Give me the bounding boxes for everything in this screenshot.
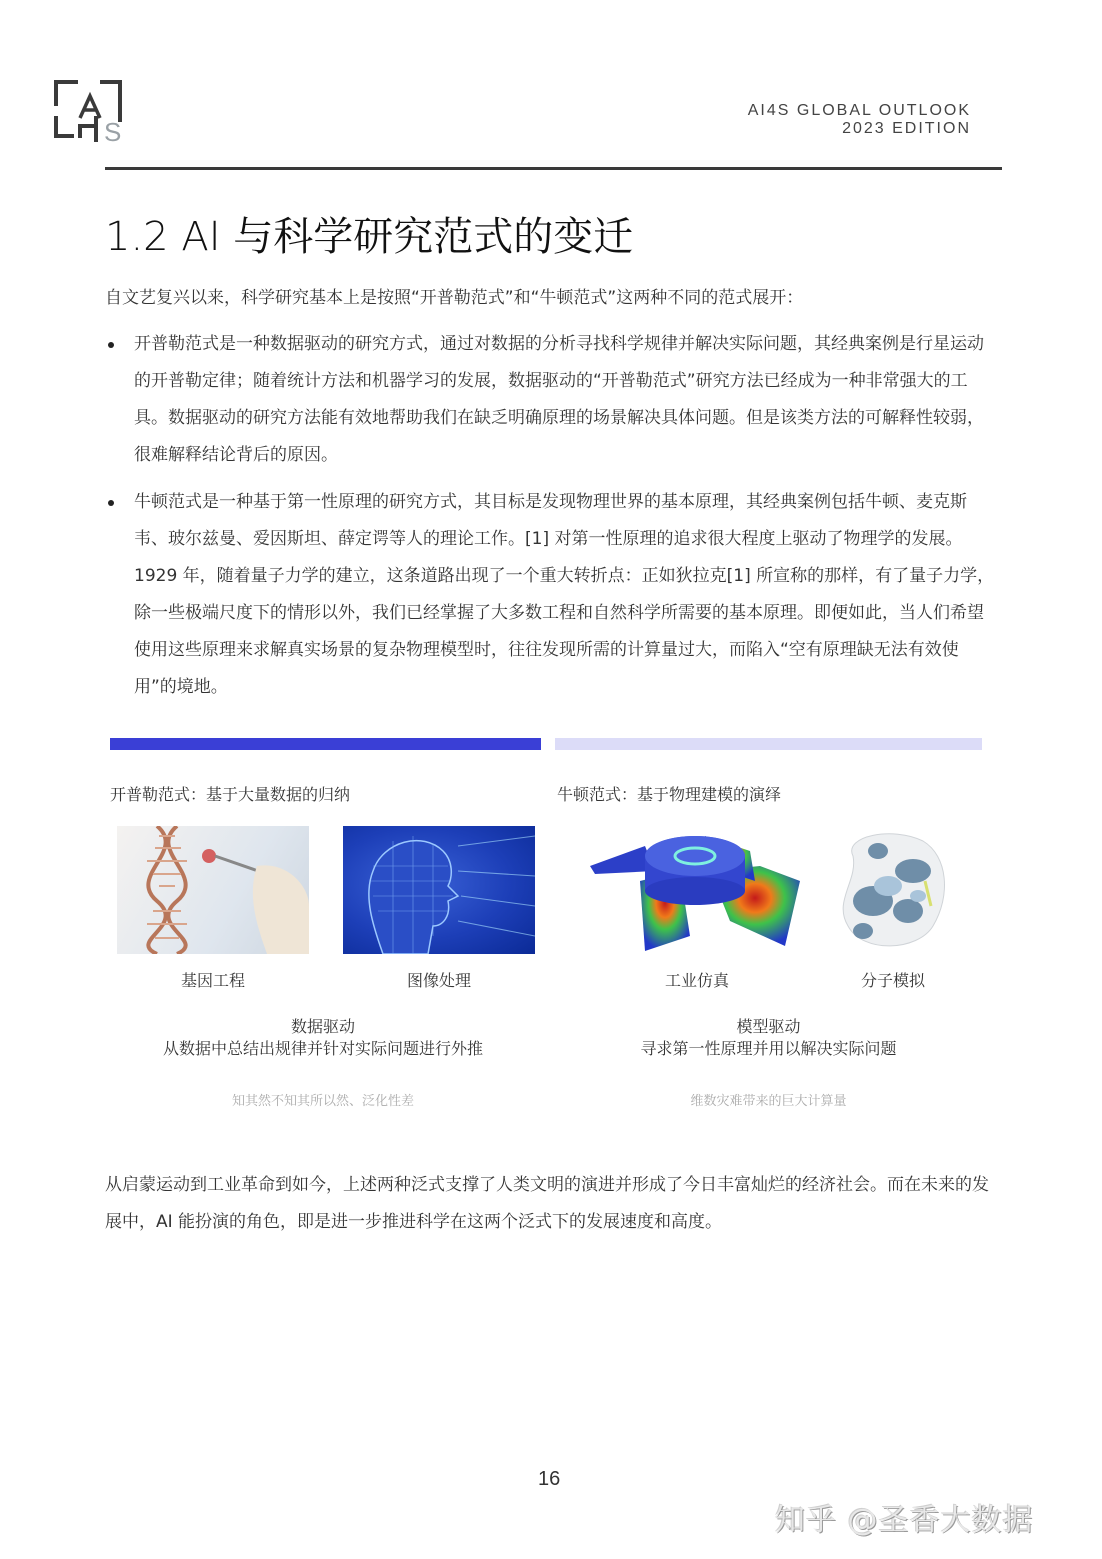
model-driven-text: 寻求第一性原理并用以解决实际问题 xyxy=(640,1039,897,1058)
wireframe-head-image xyxy=(343,826,535,954)
svg-text:S: S xyxy=(104,117,122,146)
bullet-list-newton xyxy=(105,484,995,706)
model-driven-description xyxy=(555,1016,982,1060)
newton-heading: 牛顿范式：基于物理建模的演绎 xyxy=(557,785,782,804)
dna-editing-image xyxy=(117,826,309,954)
data-driven-text: 从数据中总结出规律并针对实际问题进行外推 xyxy=(162,1039,483,1058)
publication-edition: 2023 EDITION xyxy=(842,120,971,137)
paradigm-comparison-figure xyxy=(105,730,995,1120)
caption-molecular-simulation: 分子模拟 xyxy=(860,971,925,990)
bullet-text: 牛顿范式是一种基于第一性原理的研究方式，其目标是发现物理世界的基本原理，其经典案例包括牛顿、麦克斯韦、玻尔兹曼、爱因斯坦、薛定谔等人的理论工作。[1] 对第一性原理的追求很大程度上驱动了物理学的发展。1929 年，随着量子力学的建立，这条道路出现了一个重大转折点：正如狄拉克[1] 所宣称的那样，有了量子力学，除一些极端尺度下的情形以外，我们已经掌握了大多数工程和自然科学所需要的基本原理。即便如此，当人们希望使用这些原理来求解真实场景的复杂物理模型时，往往发现所需的计算量过大，而陷入“空有原理缺无法有效使用”的境地。 xyxy=(134,492,995,697)
fan-simulation-image xyxy=(585,826,810,954)
bullet-kepler-paradigm xyxy=(105,326,995,474)
publication-header xyxy=(748,102,971,138)
protein-molecule-image xyxy=(833,826,953,954)
ai4s-logo-icon xyxy=(52,78,132,146)
caption-image-processing: 图像处理 xyxy=(406,971,471,990)
ai4s-logo xyxy=(52,78,132,146)
model-driven-title: 模型驱动 xyxy=(736,1017,801,1036)
publication-title: AI4S GLOBAL OUTLOOK xyxy=(747,102,971,119)
bullet-text: 开普勒范式是一种数据驱动的研究方式，通过对数据的分析寻找科学规律并解决实际问题，其经典案例是行星运动的开普勒定律；随着统计方法和机器学习的发展，数据驱动的“开普勒范式”研究方法已经成为一种非常强大的工具。数据驱动的研究方法能有效地帮助我们在缺乏明确原理的场景解决具体问题。但是该类方法的可解释性较弱，很难解释结论背后的原因。 xyxy=(134,334,984,465)
bullet-newton-paradigm xyxy=(105,484,995,706)
page-number: 16 xyxy=(538,1468,561,1490)
closing-paragraph: 从启蒙运动到工业革命到如今，上述两种泛式支撑了人类文明的演进并形成了今日丰富灿烂的经济社会。而在未来的发展中，AI 能扮演的角色，即是进一步推进科学在这两个泛式下的发展速度和高度。 xyxy=(105,1175,989,1232)
data-driven-limitation: 知其然不知其所以然、泛化性差 xyxy=(231,1094,414,1109)
section-title: 1.2 AI 与科学研究范式的变迁 xyxy=(105,214,634,260)
caption-industrial-simulation: 工业仿真 xyxy=(664,971,729,990)
kepler-heading: 开普勒范式：基于大量数据的归纳 xyxy=(110,785,351,804)
zhihu-watermark: 知乎 @圣香大数据 xyxy=(775,1503,1034,1538)
newton-accent-bar xyxy=(555,738,982,750)
intro-paragraph: 自文艺复兴以来，科学研究基本上是按照“开普勒范式”和“牛顿范式”这两种不同的范式展开： xyxy=(105,288,804,308)
model-driven-limitation: 维数灾难带来的巨大计算量 xyxy=(690,1094,847,1109)
bullet-list-kepler xyxy=(105,326,995,474)
kepler-accent-bar xyxy=(110,738,541,750)
header-divider xyxy=(105,167,1002,170)
bullet-dot-icon xyxy=(108,342,114,348)
data-driven-title: 数据驱动 xyxy=(290,1017,355,1036)
caption-gene-engineering: 基因工程 xyxy=(180,971,245,990)
bullet-dot-icon xyxy=(108,500,114,506)
data-driven-description xyxy=(105,1016,541,1060)
